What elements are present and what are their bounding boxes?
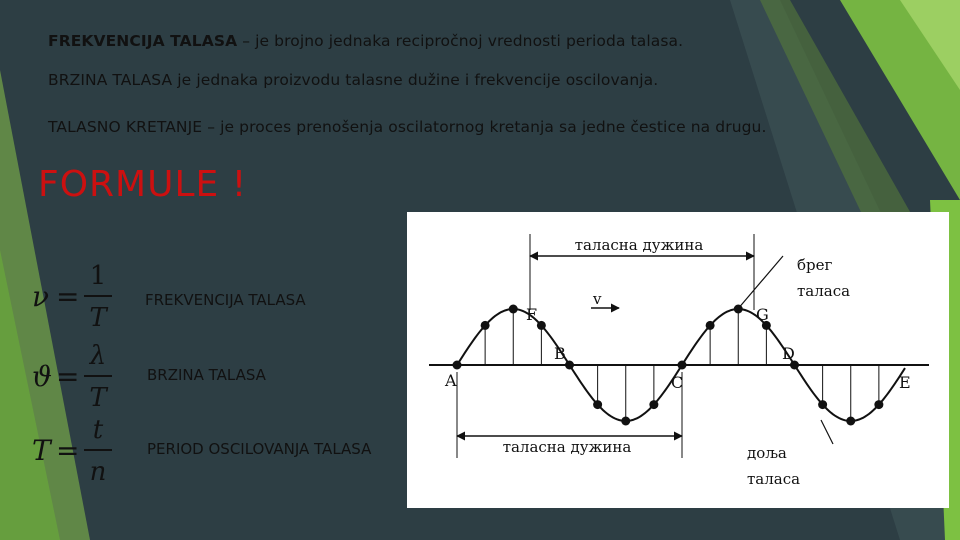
particle-dot — [481, 321, 490, 330]
particle-dot — [509, 305, 518, 314]
crest-label: брег — [797, 256, 833, 274]
point-label-g: G — [756, 305, 769, 324]
formula-label-period: PERIOD OSCILOVANJA TALASA — [147, 440, 372, 458]
formula-period — [28, 412, 118, 484]
wavelength-label-top: таласна дужина — [574, 236, 704, 254]
definition-text: – je brojno jednaka recipročnoj vrednosti perioda talasa. — [237, 32, 684, 50]
formula-frequency — [28, 258, 118, 330]
trough-label-2: таласа — [747, 470, 801, 488]
point-label-d: D — [782, 344, 795, 363]
formula-denominator: T — [89, 383, 107, 410]
particle-dot — [537, 321, 546, 330]
point-label-c: C — [671, 373, 684, 392]
wave-diagram — [407, 212, 949, 508]
svg-text:=: = — [56, 434, 80, 467]
formula-numerator: t — [92, 415, 104, 445]
wavelength-label-bottom: таласна дужина — [502, 438, 632, 456]
particle-dot — [678, 361, 687, 370]
definition-wave-motion — [48, 118, 767, 136]
svg-text:=: = — [56, 280, 80, 313]
formula-lhs: T — [32, 434, 51, 467]
point-label-e: E — [899, 373, 911, 392]
definition-term: TALASNO KRETANJE — [48, 118, 203, 136]
definition-term: BRZINA TALASA — [48, 71, 173, 89]
particle-dot — [565, 361, 574, 370]
point-label-f: F — [526, 305, 538, 324]
svg-text:=: = — [56, 360, 80, 393]
definition-frequency — [48, 32, 683, 50]
formula-numerator: λ — [89, 341, 107, 371]
formula-denominator: T — [89, 303, 107, 330]
definition-term: FREKVENCIJA TALASA — [48, 32, 238, 50]
velocity-label: v — [593, 290, 602, 308]
definition-speed — [48, 71, 658, 89]
formula-denominator: n — [89, 457, 107, 484]
formula-label-speed: BRZINA TALASA — [147, 366, 266, 384]
point-label-a: A — [445, 371, 457, 390]
formulas-heading: FORMULE ! — [38, 164, 248, 205]
formula-lhs: ν — [32, 280, 50, 313]
particle-dot — [706, 321, 715, 330]
particle-dot — [593, 400, 602, 409]
particle-dot — [621, 417, 630, 426]
particle-dot — [846, 417, 855, 426]
definition-text: – je proces prenošenja oscilatornog kretanja sa jedne čestice na drugu. — [202, 118, 767, 136]
particle-dot — [453, 361, 462, 370]
formula-lhs: ϑ — [32, 360, 53, 393]
trough-label: доља — [747, 444, 787, 462]
crest-label-2: таласа — [797, 282, 851, 300]
particle-dot — [649, 400, 658, 409]
formula-speed — [28, 338, 118, 410]
definition-text: je jednaka proizvodu talasne dužine i frekvencije oscilovanja. — [172, 71, 659, 89]
formula-numerator: 1 — [89, 261, 107, 291]
particle-dot — [818, 400, 827, 409]
formula-label-frequency: FREKVENCIJA TALASA — [145, 291, 306, 309]
particle-dot — [874, 400, 883, 409]
point-label-b: B — [554, 344, 566, 363]
